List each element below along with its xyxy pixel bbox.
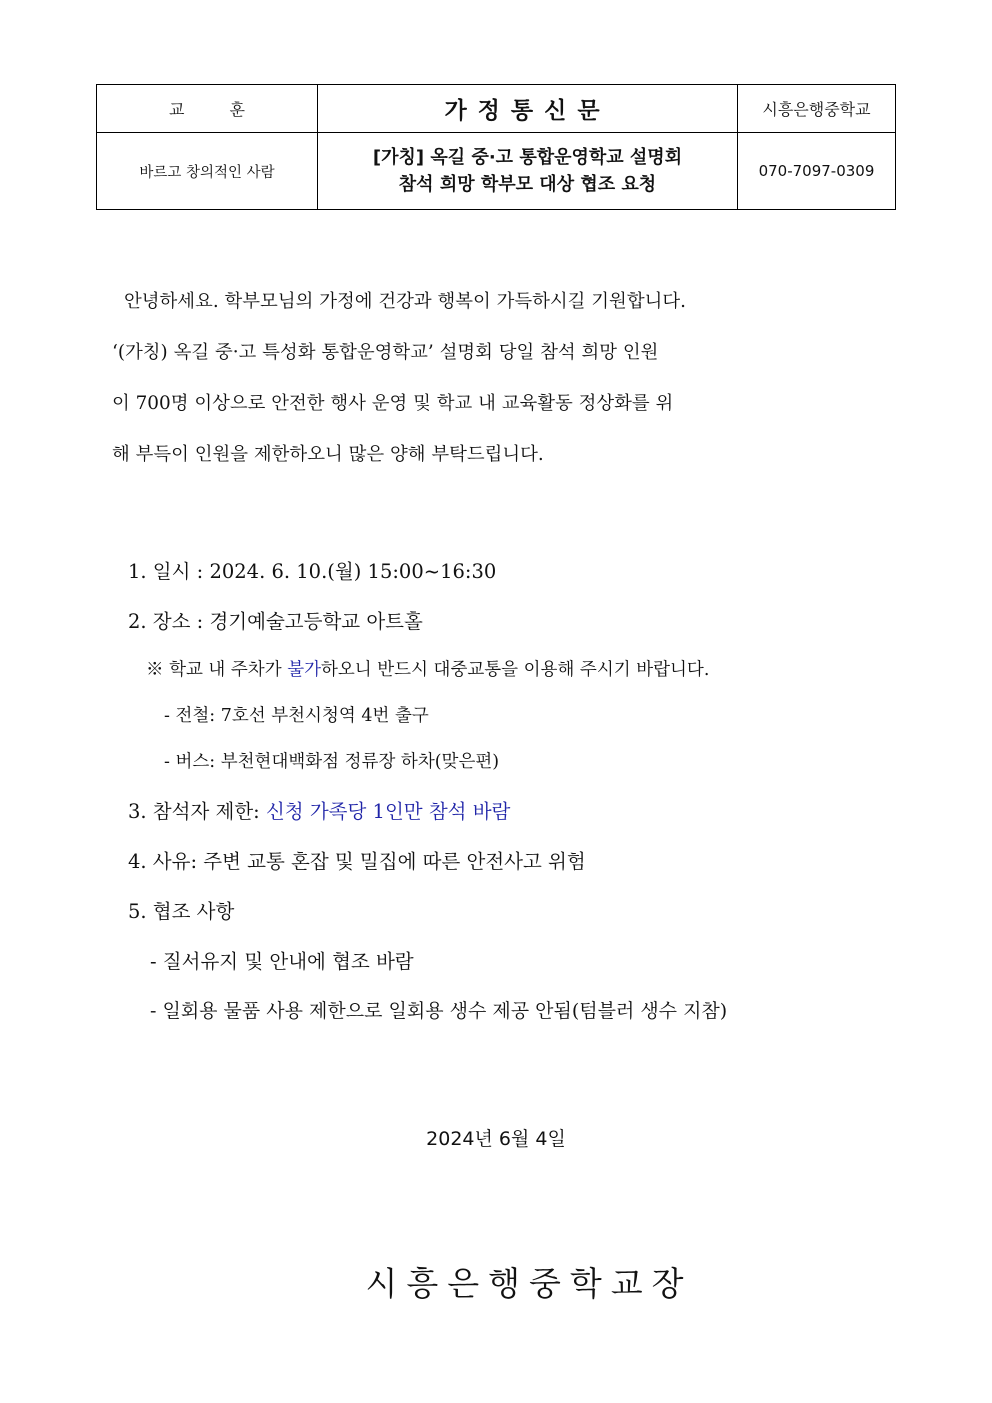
intro-line-1: 안녕하세요. 학부모님의 가정에 건강과 행복이 가득하시길 기원합니다.	[124, 291, 686, 312]
header-table	[96, 84, 896, 210]
motto-label: 교 훈	[97, 85, 318, 133]
item-place: 2. 장소 : 경기예술고등학교 아트홀	[128, 610, 423, 633]
subway-direction: - 전철: 7호선 부천시청역 4번 출구	[164, 706, 429, 726]
cooperation-disposables: - 일회용 물품 사용 제한으로 일회용 생수 제공 안됨(텀블러 생수 지참)	[150, 1000, 728, 1022]
item-attendee-limit	[128, 796, 510, 824]
document-title: 가정통신문	[318, 85, 738, 133]
bus-direction: - 버스: 부천현대백화점 정류장 하차(맞은편)	[164, 752, 500, 772]
intro-paragraph	[112, 276, 884, 480]
parking-note	[146, 656, 709, 681]
phone-number: 070-7097-0309	[738, 133, 896, 210]
issue-date: 2024년 6월 4일	[426, 1128, 566, 1150]
subject-line-1: [가칭] 옥길 중·고 통합운영학교 설명회	[372, 147, 683, 168]
item-datetime: 1. 일시 : 2024. 6. 10.(월) 15:00~16:30	[128, 560, 497, 583]
item-reason: 4. 사유: 주변 교통 혼잡 및 밀집에 따른 안전사고 위험	[128, 850, 586, 873]
school-name: 시흥은행중학교	[738, 85, 896, 133]
subject-cell	[318, 133, 738, 210]
cooperation-order: - 질서유지 및 안내에 협조 바람	[150, 950, 414, 973]
intro-line-4: 해 부득이 인원을 제한하오니 많은 양해 부탁드립니다.	[112, 444, 544, 465]
parking-note-highlight: 불가	[287, 660, 321, 680]
item-cooperation: 5. 협조 사항	[128, 900, 235, 923]
intro-line-2: ‘(가칭) 옥길 중·고 특성화 통합운영학교’ 설명회 당일 참석 희망 인원	[112, 342, 659, 363]
limit-label: 3. 참석자 제한:	[128, 800, 266, 823]
intro-line-3: 이 700명 이상으로 안전한 행사 운영 및 학교 내 교육활동 정상화를 위	[112, 393, 674, 414]
parking-note-post: 하오니 반드시 대중교통을 이용해 주시기 바랍니다.	[321, 660, 710, 680]
subject-line-2: 참석 희망 학부모 대상 협조 요청	[398, 174, 657, 195]
principal-signature: 시흥은행중학교장	[365, 1264, 693, 1303]
limit-value: 신청 가족당 1인만 참석 바람	[265, 800, 511, 823]
school-motto: 바르고 창의적인 사람	[97, 133, 318, 210]
parking-note-pre: ※ 학교 내 주차가	[146, 660, 288, 680]
